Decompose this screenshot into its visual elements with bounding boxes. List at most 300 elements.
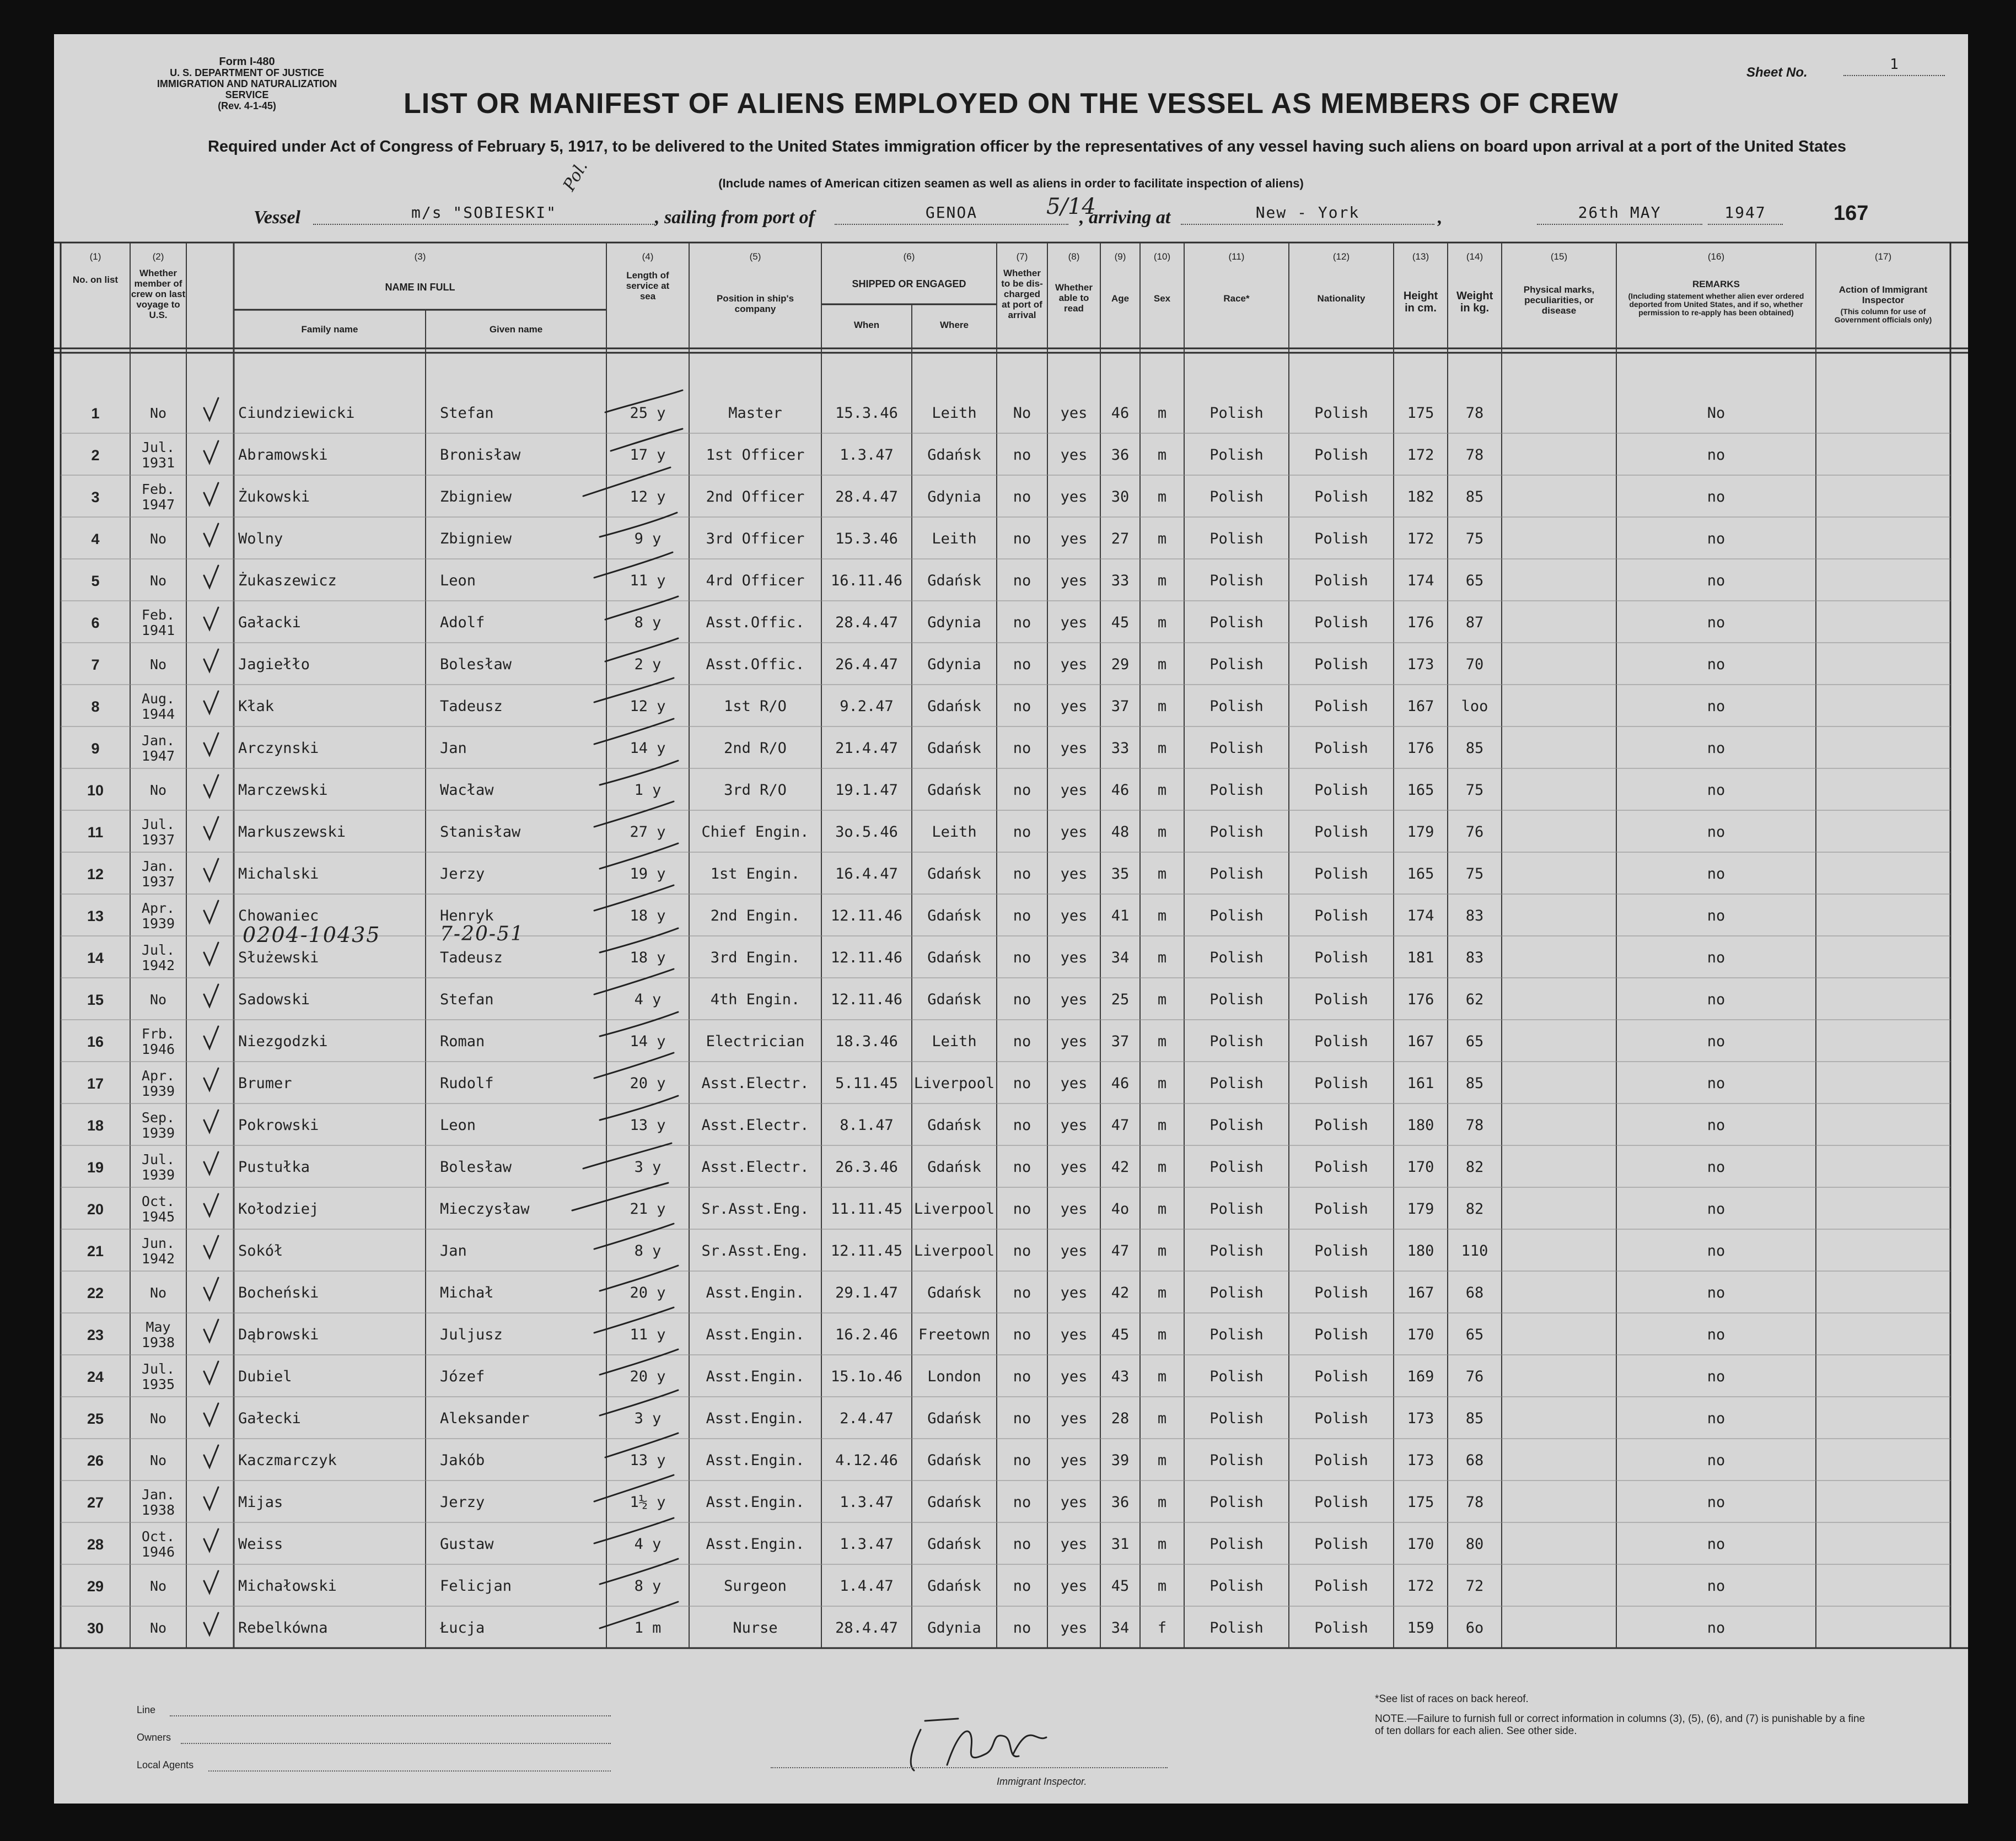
height-cell: 167 <box>1407 1284 1434 1301</box>
given-name-cell: Łucja <box>440 1619 485 1637</box>
discharged-cell: no <box>1013 1326 1031 1343</box>
family-name-cell: Ciundziewicki <box>238 405 355 422</box>
weight-cell: loo <box>1461 698 1488 715</box>
age-cell: 45 <box>1111 1578 1130 1595</box>
shipped-where-cell: Leith <box>932 405 977 422</box>
shipped-when-cell: 15.3.46 <box>835 530 898 547</box>
nationality-cell: Polish <box>1314 488 1368 505</box>
age-cell: 37 <box>1111 698 1130 715</box>
row-number-cell: 7 <box>91 656 100 673</box>
position-cell: Asst.Offic. <box>706 656 805 673</box>
remarks-cell: no <box>1707 1159 1725 1176</box>
family-name-cell: Służewski <box>238 949 319 966</box>
position-cell: Master <box>728 405 782 422</box>
able-to-read-cell: yes <box>1060 1201 1088 1218</box>
col4-header: Length of service at sea <box>626 270 670 302</box>
service-length-cell: 14 y <box>630 1033 666 1050</box>
col5-number: (5) <box>749 251 761 262</box>
service-length-cell: 21 y <box>630 1201 666 1218</box>
discharged-cell: no <box>1013 782 1031 799</box>
service-length-cell: 12 y <box>630 488 666 505</box>
family-name-cell: Dubiel <box>238 1368 292 1385</box>
previous-voyage-cell: No <box>149 1285 167 1301</box>
table-row <box>54 771 1968 810</box>
remarks-cell: No <box>1707 405 1725 422</box>
nationality-cell: Polish <box>1314 698 1368 715</box>
nationality-cell: Polish <box>1314 1033 1368 1050</box>
nationality-cell: Polish <box>1314 1578 1368 1595</box>
weight-cell: 65 <box>1465 572 1484 589</box>
family-name-cell: Rebelkówna <box>238 1619 328 1637</box>
remarks-cell: no <box>1707 1494 1725 1511</box>
position-cell: Asst.Engin. <box>706 1536 805 1553</box>
race-cell: Polish <box>1209 1326 1264 1343</box>
race-cell: Polish <box>1209 405 1264 422</box>
sex-cell: m <box>1157 698 1167 715</box>
position-cell: Sr.Asst.Eng. <box>701 1201 809 1218</box>
position-cell: 2nd R/O <box>724 740 787 757</box>
row-number-cell: 29 <box>87 1578 104 1595</box>
row-number-cell: 1 <box>91 405 100 422</box>
able-to-read-cell: yes <box>1060 865 1088 882</box>
family-name-header: Family name <box>301 324 358 335</box>
nationality-cell: Polish <box>1314 446 1368 464</box>
discharged-cell: no <box>1013 1536 1031 1553</box>
sailing-label: , sailing from port of <box>655 207 815 228</box>
height-cell: 179 <box>1407 1201 1434 1218</box>
position-cell: Sr.Asst.Eng. <box>701 1242 809 1259</box>
height-cell: 176 <box>1407 991 1434 1008</box>
height-cell: 176 <box>1407 614 1434 631</box>
weight-cell: 70 <box>1465 656 1484 673</box>
shipped-when-cell: 16.11.46 <box>830 572 903 589</box>
sex-cell: m <box>1157 949 1167 966</box>
sex-cell: m <box>1157 1536 1167 1553</box>
nationality-cell: Polish <box>1314 907 1368 924</box>
shipped-where-cell: Gdańsk <box>927 1536 981 1553</box>
sex-cell: m <box>1157 614 1167 631</box>
given-name-cell: Rudolf <box>440 1075 494 1092</box>
nationality-cell: Polish <box>1314 1452 1368 1469</box>
position-cell: 4rd Officer <box>706 572 805 589</box>
sex-cell: m <box>1157 446 1167 464</box>
able-to-read-cell: yes <box>1060 740 1088 757</box>
race-cell: Polish <box>1209 614 1264 631</box>
service-length-cell: 13 y <box>630 1452 666 1469</box>
age-cell: 46 <box>1111 405 1130 422</box>
table-row <box>54 561 1968 601</box>
age-cell: 37 <box>1111 1033 1130 1050</box>
table-row <box>54 1441 1968 1481</box>
position-cell: Nurse <box>733 1619 778 1637</box>
table-row <box>54 729 1968 768</box>
weight-cell: 75 <box>1465 530 1484 547</box>
race-cell: Polish <box>1209 1242 1264 1259</box>
able-to-read-cell: yes <box>1060 1075 1088 1092</box>
given-name-cell: Bronisław <box>440 446 521 464</box>
given-name-cell: Jerzy <box>440 1494 485 1511</box>
table-row <box>54 1399 1968 1439</box>
col16-subheader: (Including statement whether alien ever ordered deported from United States, and if so, whether permission to re-apply has been obtained) <box>1628 292 1804 317</box>
shipped-where-cell: Gdańsk <box>927 1159 981 1176</box>
sex-cell: m <box>1157 405 1167 422</box>
height-cell: 173 <box>1407 1410 1434 1427</box>
height-cell: 173 <box>1407 656 1434 673</box>
race-cell: Polish <box>1209 1536 1264 1553</box>
able-to-read-cell: yes <box>1060 1326 1088 1343</box>
row-number-cell: 22 <box>87 1285 104 1301</box>
comma: , <box>1438 207 1443 228</box>
age-cell: 48 <box>1111 823 1130 841</box>
age-cell: 45 <box>1111 1326 1130 1343</box>
remarks-cell: no <box>1707 1242 1725 1259</box>
position-cell: Surgeon <box>724 1578 787 1595</box>
service-length-cell: 27 y <box>630 823 666 841</box>
row-number-cell: 17 <box>87 1075 104 1092</box>
remarks-cell: no <box>1707 1619 1725 1637</box>
remarks-cell: no <box>1707 1201 1725 1218</box>
sex-cell: m <box>1157 656 1167 673</box>
sex-cell: m <box>1157 1117 1167 1134</box>
previous-voyage-cell: Feb. 1941 <box>141 607 175 638</box>
shipped-where-cell: Gdańsk <box>927 698 981 715</box>
discharged-cell: no <box>1013 1578 1031 1595</box>
position-cell: Asst.Engin. <box>706 1494 805 1511</box>
family-name-cell: Mijas <box>238 1494 283 1511</box>
height-cell: 167 <box>1407 698 1434 715</box>
able-to-read-cell: yes <box>1060 530 1088 547</box>
table-row <box>54 687 1968 726</box>
previous-voyage-cell: Jun. 1942 <box>141 1235 175 1267</box>
race-cell: Polish <box>1209 782 1264 799</box>
shipped-where-cell: Leith <box>932 530 977 547</box>
age-cell: 33 <box>1111 740 1130 757</box>
col13-header: Height in cm. <box>1403 290 1438 314</box>
table-row <box>54 1357 1968 1397</box>
shipped-where-cell: London <box>927 1368 981 1385</box>
race-cell: Polish <box>1209 907 1264 924</box>
row-number-cell: 20 <box>87 1201 104 1218</box>
table-row <box>54 1231 1968 1271</box>
shipped-when-cell: 28.4.47 <box>835 488 898 505</box>
page-instructions: (Include names of American citizen seamen as well as aliens in order to facilitate inspection of aliens) <box>718 176 1304 190</box>
position-cell: Electrician <box>706 1033 805 1050</box>
sex-cell: m <box>1157 530 1167 547</box>
service-length-cell: 20 y <box>630 1284 666 1301</box>
discharged-cell: no <box>1013 1284 1031 1301</box>
col6-number: (6) <box>903 251 915 262</box>
shipped-when-cell: 18.3.46 <box>835 1033 898 1050</box>
able-to-read-cell: yes <box>1060 1452 1088 1469</box>
col15-number: (15) <box>1550 251 1568 262</box>
race-cell: Polish <box>1209 530 1264 547</box>
family-name-cell: Kaczmarczyk <box>238 1452 337 1469</box>
table-row <box>54 394 1968 433</box>
nationality-cell: Polish <box>1314 1326 1368 1343</box>
weight-cell: 68 <box>1465 1284 1484 1301</box>
sex-cell: m <box>1157 1494 1167 1511</box>
previous-voyage-cell: Jul. 1935 <box>141 1361 175 1392</box>
able-to-read-cell: yes <box>1060 1536 1088 1553</box>
previous-voyage-cell: No <box>149 1411 167 1426</box>
height-cell: 172 <box>1407 1578 1434 1595</box>
weight-cell: 80 <box>1465 1536 1484 1553</box>
weight-cell: 78 <box>1465 405 1484 422</box>
height-cell: 179 <box>1407 823 1434 841</box>
weight-cell: 68 <box>1465 1452 1484 1469</box>
sex-cell: m <box>1157 572 1167 589</box>
race-cell: Polish <box>1209 949 1264 966</box>
row-number-cell: 28 <box>87 1536 104 1553</box>
discharged-cell: no <box>1013 1117 1031 1134</box>
col3-number: (3) <box>414 251 426 262</box>
row-number-cell: 8 <box>91 698 100 715</box>
nationality-cell: Polish <box>1314 405 1368 422</box>
previous-voyage-cell: Jan. 1947 <box>141 733 175 764</box>
shipped-where-cell: Gdańsk <box>927 1494 981 1511</box>
sex-cell: f <box>1157 1619 1167 1637</box>
race-cell: Polish <box>1209 1452 1264 1469</box>
height-cell: 174 <box>1407 572 1434 589</box>
previous-voyage-cell: No <box>149 531 167 547</box>
col8-number: (8) <box>1068 251 1080 262</box>
able-to-read-cell: yes <box>1060 572 1088 589</box>
family-name-cell: Arczynski <box>238 740 319 757</box>
able-to-read-cell: yes <box>1060 1242 1088 1259</box>
row-number-cell: 2 <box>91 447 100 464</box>
nationality-cell: Polish <box>1314 1075 1368 1092</box>
family-name-cell: Dąbrowski <box>238 1326 319 1343</box>
table-row <box>54 603 1968 643</box>
position-cell: 2nd Engin. <box>710 907 800 924</box>
discharged-cell: no <box>1013 823 1031 841</box>
able-to-read-cell: yes <box>1060 907 1088 924</box>
col7-number: (7) <box>1016 251 1028 262</box>
table-row <box>54 1483 1968 1522</box>
service-length-cell: 11 y <box>630 572 666 589</box>
previous-voyage-cell: Jan. 1937 <box>141 858 175 890</box>
weight-cell: 83 <box>1465 907 1484 924</box>
able-to-read-cell: yes <box>1060 446 1088 464</box>
table-row <box>54 1525 1968 1564</box>
able-to-read-cell: yes <box>1060 405 1088 422</box>
weight-cell: 65 <box>1465 1033 1484 1050</box>
remarks-cell: no <box>1707 740 1725 757</box>
age-cell: 33 <box>1111 572 1130 589</box>
weight-cell: 110 <box>1461 1242 1488 1259</box>
position-cell: Asst.Offic. <box>706 614 805 631</box>
family-name-cell: Wolny <box>238 530 283 547</box>
given-name-cell: Felicjan <box>440 1578 512 1595</box>
row-number-cell: 21 <box>87 1243 104 1259</box>
col12-header: Nationality <box>1317 293 1365 304</box>
handwritten-date: 5/14 <box>1046 194 1096 219</box>
service-length-cell: 13 y <box>630 1117 666 1134</box>
shipped-where-cell: Gdynia <box>927 614 981 631</box>
age-cell: 46 <box>1111 1075 1130 1092</box>
previous-voyage-cell: Jul. 1942 <box>141 942 175 973</box>
shipped-where-cell: Gdynia <box>927 488 981 505</box>
table-row <box>54 812 1968 852</box>
weight-cell: 85 <box>1465 1410 1484 1427</box>
family-name-cell: Chowaniec <box>238 907 319 924</box>
nationality-cell: Polish <box>1314 1494 1368 1511</box>
height-cell: 172 <box>1407 446 1434 464</box>
family-name-cell: Sadowski <box>238 991 310 1008</box>
arrival-year: 1947 <box>1708 202 1783 225</box>
age-cell: 35 <box>1111 865 1130 882</box>
race-cell: Polish <box>1209 865 1264 882</box>
race-cell: Polish <box>1209 1033 1264 1050</box>
service-length-cell: 19 y <box>630 865 666 882</box>
weight-cell: 76 <box>1465 823 1484 841</box>
service-length-cell: 8 y <box>634 1578 662 1595</box>
shipped-when-cell: 12.11.46 <box>830 991 903 1008</box>
height-cell: 170 <box>1407 1326 1434 1343</box>
race-cell: Polish <box>1209 446 1264 464</box>
shipped-where-cell: Leith <box>932 823 977 841</box>
nationality-cell: Polish <box>1314 530 1368 547</box>
given-name-cell: Mieczysław <box>440 1201 530 1218</box>
shipped-when-cell: 26.4.47 <box>835 656 898 673</box>
department: U. S. DEPARTMENT OF JUSTICE <box>170 67 324 78</box>
handwritten-annotation-left: 0204-10435 <box>243 923 381 947</box>
nationality-cell: Polish <box>1314 991 1368 1008</box>
port-to: New - York <box>1181 202 1434 225</box>
family-name-cell: Gałacki <box>238 614 301 631</box>
sex-cell: m <box>1157 1033 1167 1050</box>
height-cell: 173 <box>1407 1452 1434 1469</box>
col16-header: REMARKS <box>1692 279 1740 289</box>
sex-cell: m <box>1157 907 1167 924</box>
height-cell: 174 <box>1407 907 1434 924</box>
weight-cell: 78 <box>1465 1494 1484 1511</box>
race-cell: Polish <box>1209 1578 1264 1595</box>
given-name-cell: Jakób <box>440 1452 485 1469</box>
discharged-cell: no <box>1013 991 1031 1008</box>
service-length-cell: 8 y <box>634 614 662 631</box>
shipped-when-cell: 12.11.45 <box>830 1242 903 1259</box>
age-cell: 29 <box>1111 656 1130 673</box>
age-cell: 31 <box>1111 1536 1130 1553</box>
race-cell: Polish <box>1209 823 1264 841</box>
race-cell: Polish <box>1209 1075 1264 1092</box>
col8-header: Whether able to read <box>1055 282 1093 314</box>
discharged-cell: no <box>1013 740 1031 757</box>
col15-header: Physical marks, peculiarities, or disease <box>1523 284 1595 316</box>
age-cell: 46 <box>1111 782 1130 799</box>
local-agents-label: Local Agents <box>137 1759 194 1770</box>
age-cell: 43 <box>1111 1368 1130 1385</box>
previous-voyage-cell: Jul. 1931 <box>141 439 175 471</box>
remarks-cell: no <box>1707 907 1725 924</box>
given-name-cell: Adolf <box>440 614 485 631</box>
given-name-cell: Jerzy <box>440 865 485 882</box>
race-cell: Polish <box>1209 1201 1264 1218</box>
discharged-cell: no <box>1013 1410 1031 1427</box>
sex-cell: m <box>1157 1201 1167 1218</box>
given-name-cell: Bolesław <box>440 1159 512 1176</box>
able-to-read-cell: yes <box>1060 1033 1088 1050</box>
age-cell: 42 <box>1111 1159 1130 1176</box>
family-name-cell: Jagiełło <box>238 656 310 673</box>
sex-cell: m <box>1157 1326 1167 1343</box>
row-number-cell: 10 <box>87 782 104 799</box>
discharged-cell: no <box>1013 1494 1031 1511</box>
penalty-note: NOTE.—Failure to furnish full or correct information in columns (3), (5), (6), and (7) is punishable by a fine of ten dollars for each alien. See other side. <box>1375 1713 1866 1737</box>
row-number-cell: 23 <box>87 1327 104 1343</box>
sex-cell: m <box>1157 1452 1167 1469</box>
nationality-cell: Polish <box>1314 949 1368 966</box>
able-to-read-cell: yes <box>1060 1410 1088 1427</box>
family-name-cell: Brumer <box>238 1075 292 1092</box>
discharged-cell: no <box>1013 949 1031 966</box>
given-name-cell: Tadeusz <box>440 698 503 715</box>
discharged-cell: no <box>1013 1368 1031 1385</box>
shipped-where-cell: Gdańsk <box>927 1410 981 1427</box>
shipped-where-cell: Liverpool <box>913 1201 995 1218</box>
shipped-when-cell: 16.4.47 <box>835 865 898 882</box>
shipped-where-cell: Gdynia <box>927 656 981 673</box>
age-cell: 39 <box>1111 1452 1130 1469</box>
col7-header: Whether to be dis-charged at port of arrival <box>1001 268 1043 320</box>
col14-number: (14) <box>1466 251 1483 262</box>
line-label: Line <box>137 1704 156 1715</box>
given-name-cell: Jan <box>440 1242 467 1259</box>
service-length-cell: 4 y <box>634 991 662 1008</box>
discharged-cell: no <box>1013 446 1031 464</box>
manifest-sheet <box>54 34 1968 1804</box>
position-cell: Asst.Electr. <box>701 1117 809 1134</box>
col14-header: Weight in kg. <box>1456 290 1493 314</box>
nationality-cell: Polish <box>1314 572 1368 589</box>
sex-cell: m <box>1157 1284 1167 1301</box>
weight-cell: 78 <box>1465 1117 1484 1134</box>
previous-voyage-cell: No <box>149 656 167 672</box>
given-name-cell: Bolesław <box>440 656 512 673</box>
row-number-cell: 5 <box>91 573 100 589</box>
sex-cell: m <box>1157 865 1167 882</box>
table-row <box>54 1608 1968 1648</box>
position-cell: Asst.Electr. <box>701 1159 809 1176</box>
family-name-cell: Kołodziej <box>238 1201 319 1218</box>
weight-cell: 83 <box>1465 949 1484 966</box>
shipped-where-cell: Gdańsk <box>927 1452 981 1469</box>
height-cell: 170 <box>1407 1536 1434 1553</box>
remarks-cell: no <box>1707 1284 1725 1301</box>
service-length-cell: 14 y <box>630 740 666 757</box>
position-cell: Asst.Engin. <box>706 1410 805 1427</box>
local-agents-field <box>208 1759 611 1772</box>
page-subtitle: Required under Act of Congress of February 5, 1917, to be delivered to the United States immigration officer by the representatives of any vessel having such aliens on board upon arrival at a port of the United States <box>207 138 1847 155</box>
height-cell: 170 <box>1407 1159 1434 1176</box>
col16-number: (16) <box>1707 251 1725 262</box>
nationality-cell: Polish <box>1314 782 1368 799</box>
given-name-cell: Aleksander <box>440 1410 530 1427</box>
remarks-cell: no <box>1707 656 1725 673</box>
previous-voyage-cell: Oct. 1946 <box>141 1528 175 1560</box>
discharged-cell: no <box>1013 698 1031 715</box>
age-cell: 36 <box>1111 1494 1130 1511</box>
remarks-cell: no <box>1707 572 1725 589</box>
race-cell: Polish <box>1209 488 1264 505</box>
inspector-label: Immigrant Inspector. <box>997 1776 1087 1787</box>
family-name-cell: Michalski <box>238 865 319 882</box>
remarks-cell: no <box>1707 446 1725 464</box>
col17-subheader: (This column for use of Government officials only) <box>1834 307 1932 324</box>
service-length-cell: 8 y <box>634 1242 662 1259</box>
race-cell: Polish <box>1209 656 1264 673</box>
